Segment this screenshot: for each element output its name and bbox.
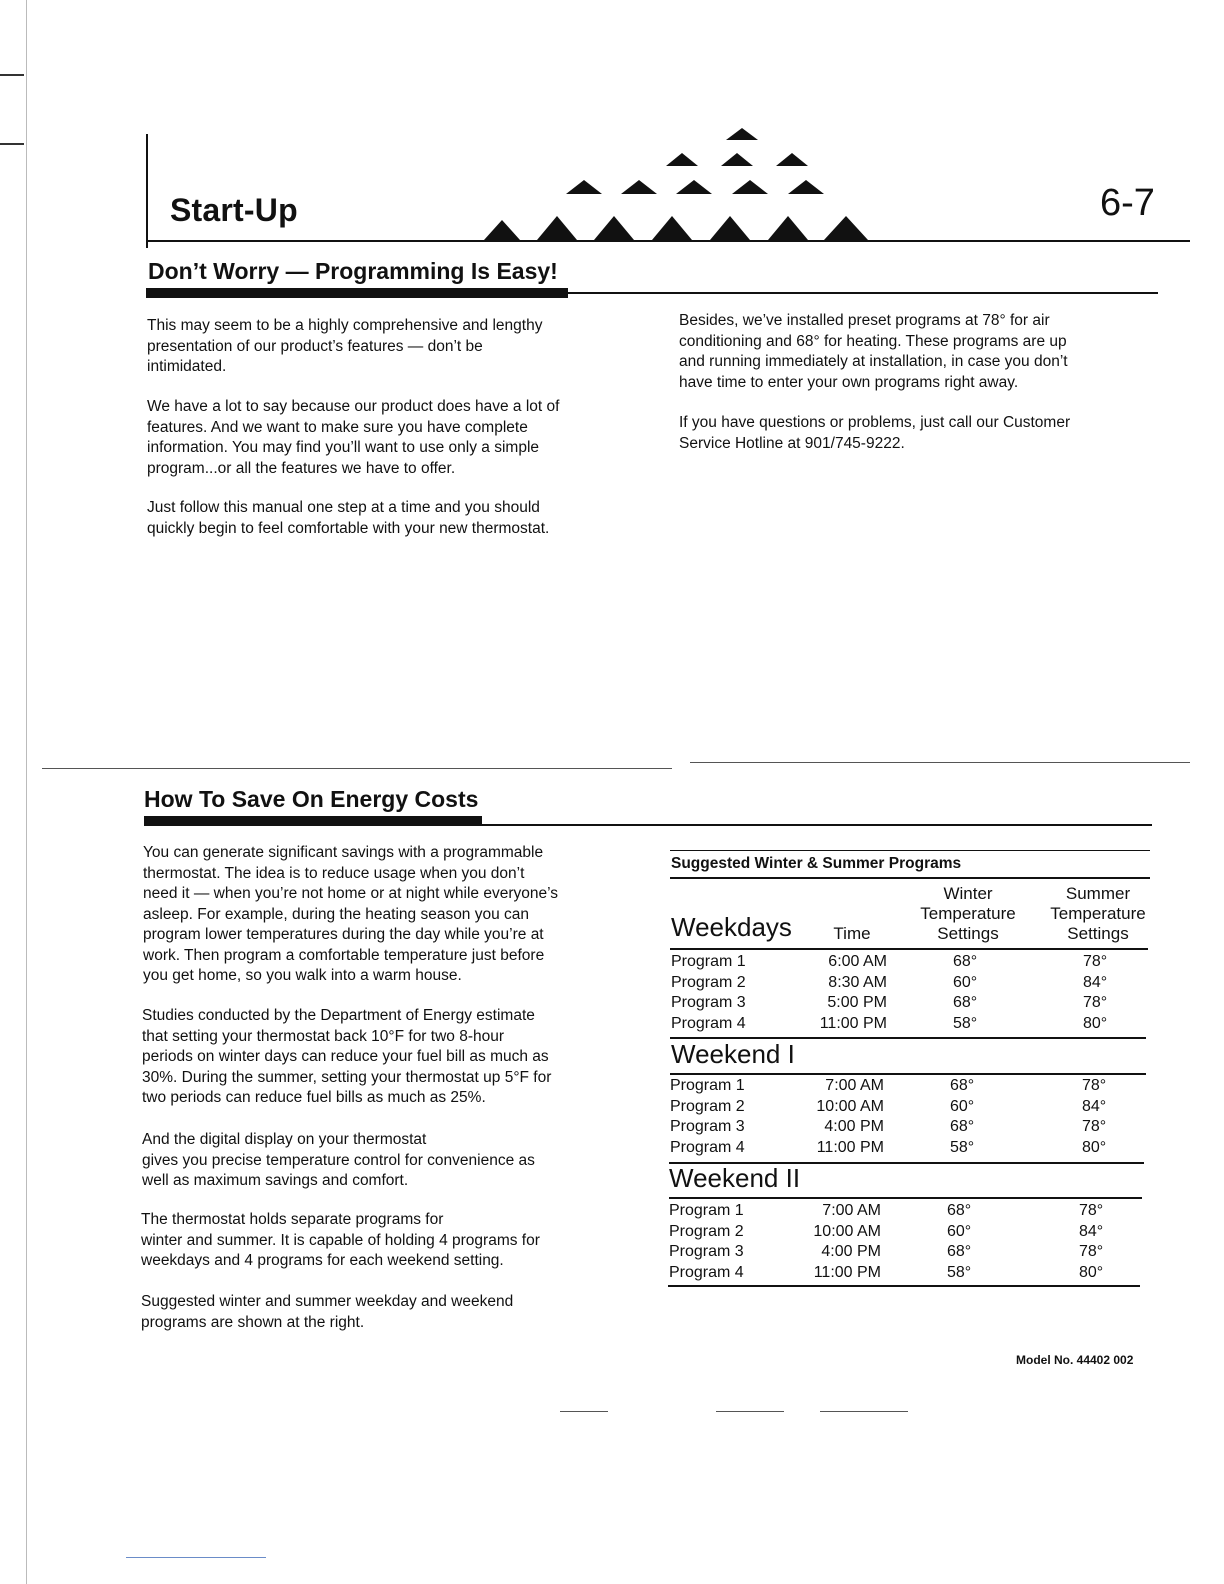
cell-program: Program 2 (671, 973, 746, 991)
paragraph: And the digital display on your thermostat gives you precise temperature control for convenience as well as maximum savings and comfort. (142, 1131, 535, 1189)
cell-summer: 84° (1079, 1222, 1104, 1240)
cell-program: Program 3 (670, 1118, 745, 1135)
cell-winter: 68° (947, 1202, 972, 1219)
cell-program: Program 2 (669, 1222, 744, 1240)
model-number: Model No. 44402 002 (1016, 1353, 1134, 1367)
group-rule (669, 1197, 1142, 1199)
table-bottom-rule (668, 1285, 1140, 1287)
cell-summer: 78° (1083, 953, 1108, 970)
group-title-weekend-2: Weekend II (669, 1163, 801, 1193)
paragraph: Suggested winter and summer weekday and weekend programs are shown at the right. (141, 1293, 514, 1331)
cell-program: Program 3 (671, 994, 746, 1011)
cell-winter: 60° (950, 1097, 975, 1115)
cell-program: Program 4 (670, 1138, 745, 1156)
paragraph: This may seem to be a highly comprehensive and lengthy presentation of our product’s features — don’t be intimidated. (147, 317, 543, 375)
cell-winter: 68° (950, 1118, 975, 1135)
paragraph: The thermostat holds separate programs for winter and summer. It is capable of holding 4 programs for weekdays and 4 programs for each weekend setting. (141, 1211, 540, 1269)
cell-program: Program 1 (670, 1077, 745, 1094)
paragraph: Just follow this manual one step at a time and you should quickly begin to feel comfortable with your new thermostat. (147, 499, 550, 537)
cell-summer: 78° (1079, 1243, 1104, 1260)
edge-tick (0, 74, 24, 76)
cell-summer: 80° (1079, 1263, 1104, 1281)
cell-time: 6:00 AM (828, 953, 887, 970)
paragraph: Besides, we’ve installed preset programs at 78° for air conditioning and 68° for heating. These programs are up and running immediately at installation, in case you don’t have time to enter your own programs right away. (679, 312, 1068, 391)
paragraph: You can generate significant savings with a programmable thermostat. The idea is to reduce usage when you don’t need it — when you’re not home or at night while everyone’s asleep. For example, during the heating season you can program lower temperatures during the day while you’re at work. Then program a comfortable temperature just before you get home, so you walk into a warm house. (143, 844, 559, 984)
cell-summer: 78° (1083, 994, 1108, 1011)
cell-winter: 58° (953, 1014, 978, 1032)
column-header-time: Time (833, 924, 871, 943)
cell-program: Program 3 (669, 1243, 744, 1260)
cell-summer: 80° (1083, 1014, 1108, 1032)
cell-summer: 78° (1082, 1077, 1107, 1094)
cell-time: 4:00 PM (824, 1118, 884, 1135)
cell-time: 5:00 PM (827, 994, 887, 1011)
cell-time: 7:00 AM (825, 1077, 884, 1094)
group-rule (670, 948, 1148, 950)
paragraph: Studies conducted by the Department of Energy estimate that setting your thermostat back 10°F for two 8-hour periods on winter days can reduce your fuel bill as much as 30%. During the summer, setting your thermostat up 5°F for two periods can reduce fuel bills as much as 25%. (142, 1007, 552, 1106)
fold-line (690, 762, 1190, 763)
paragraph: If you have questions or problems, just call our Customer Service Hotline at 901/745-9222. (679, 414, 1071, 452)
triangle-pyramid-graphic (482, 128, 872, 240)
header-horizontal-rule (146, 240, 1190, 242)
paragraph: We have a lot to say because our product does have a lot of features. And we want to make sure you have complete information. You may find you’ll want to use only a simple program...or all the features we have to offer. (147, 398, 560, 477)
cell-time: 11:00 PM (819, 1014, 887, 1032)
column-header-winter: Winter Temperature Settings (920, 884, 1016, 943)
cell-winter: 68° (950, 1077, 975, 1094)
table-top-rule (670, 850, 1150, 851)
cell-program: Program 1 (671, 953, 746, 970)
cell-program: Program 4 (669, 1263, 744, 1281)
cell-summer: 84° (1082, 1097, 1107, 1115)
section-rule (146, 292, 1158, 294)
table-caption: Suggested Winter & Summer Programs (671, 855, 962, 872)
fold-line (42, 768, 672, 769)
cell-time: 8:30 AM (828, 973, 887, 991)
header-vertical-rule (146, 134, 148, 248)
scan-artifact (126, 1557, 266, 1558)
section-title: Start-Up (170, 192, 298, 228)
cell-time: 4:00 PM (821, 1243, 881, 1260)
table-caption-rule (670, 877, 1150, 879)
cell-program: Program 1 (669, 1202, 744, 1219)
cell-summer: 84° (1083, 973, 1108, 991)
cell-winter: 60° (953, 973, 978, 991)
group-rule (670, 1073, 1146, 1075)
page-edge-line (26, 0, 27, 1584)
subhead-programming-easy: Don’t Worry — Programming Is Easy! (148, 258, 558, 284)
cell-summer: 78° (1082, 1118, 1107, 1135)
cell-winter: 68° (953, 994, 978, 1011)
cell-time: 10:00 AM (816, 1097, 884, 1115)
scan-artifact (820, 1411, 908, 1412)
cell-winter: 58° (947, 1263, 972, 1281)
cell-time: 7:00 AM (822, 1202, 881, 1219)
cell-summer: 80° (1082, 1138, 1107, 1156)
cell-time: 11:00 PM (813, 1263, 881, 1281)
group-title-weekdays: Weekdays (671, 912, 792, 942)
page-number: 6-7 (1100, 182, 1155, 224)
cell-program: Program 4 (671, 1014, 746, 1032)
cell-time: 11:00 PM (816, 1138, 884, 1156)
cell-winter: 58° (950, 1138, 975, 1156)
cell-winter: 60° (947, 1222, 972, 1240)
cell-winter: 68° (947, 1243, 972, 1260)
scan-artifact (560, 1411, 608, 1412)
cell-time: 10:00 AM (813, 1222, 881, 1240)
column-header-summer: Summer Temperature Settings (1050, 884, 1146, 943)
section-rule (144, 824, 1152, 826)
cell-winter: 68° (953, 953, 978, 970)
subhead-save-energy: How To Save On Energy Costs (144, 786, 479, 812)
cell-program: Program 2 (670, 1097, 745, 1115)
cell-summer: 78° (1079, 1202, 1104, 1219)
group-title-weekend-1: Weekend I (671, 1039, 795, 1069)
scan-artifact (716, 1411, 784, 1412)
edge-tick (0, 143, 24, 145)
